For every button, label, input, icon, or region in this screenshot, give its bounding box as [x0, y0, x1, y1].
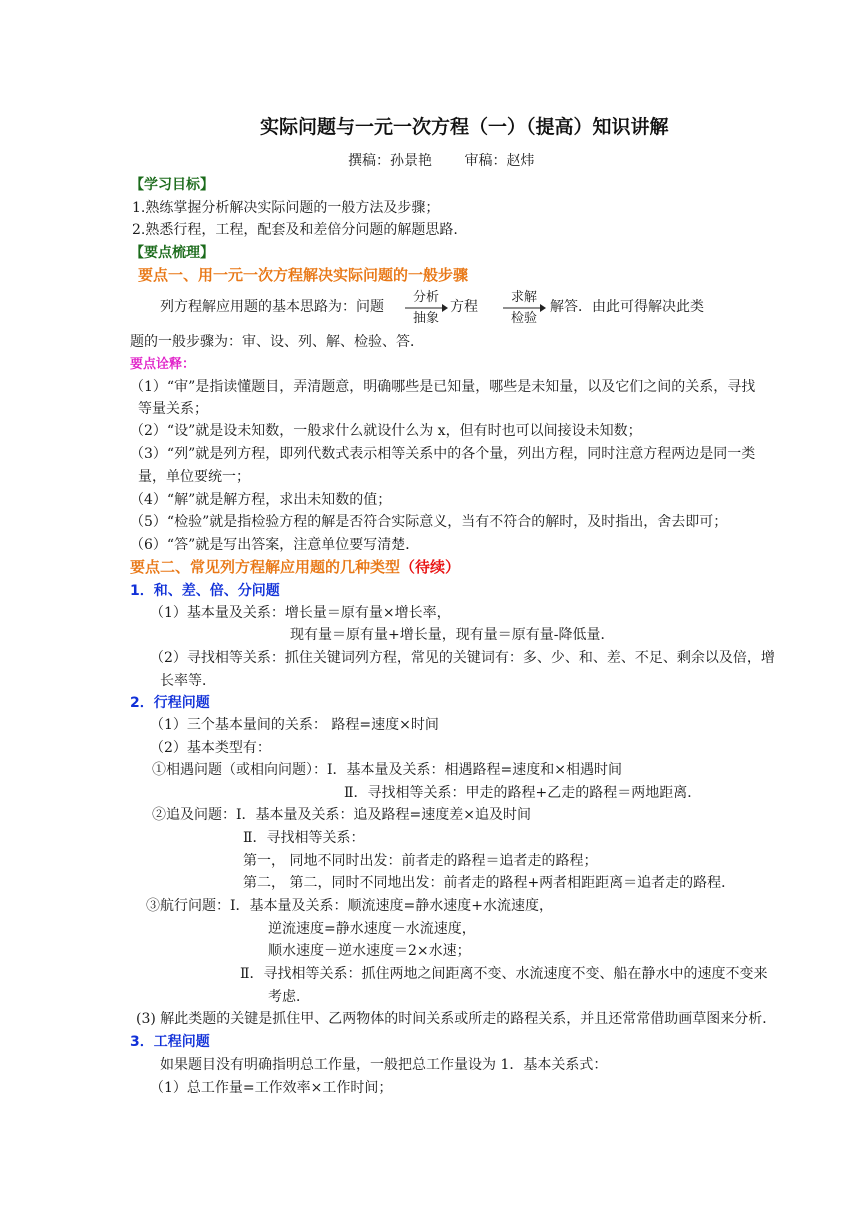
steps-line-mid: 方程 — [450, 299, 478, 315]
arrow-bottom-label: 检验 — [510, 311, 537, 326]
analyze-arrow — [404, 290, 448, 330]
body-line: 长率等． — [160, 673, 216, 689]
body-line: 第一， 同地不同时出发：前者走的路程＝追者走的路程； — [243, 853, 598, 869]
body-line: （1）总工作量=工作效率×工作时间； — [150, 1080, 393, 1096]
body-line: (3) 解此类题的关键是抓住甲、乙两物体的时间关系或所走的路程关系，并且还常常借助画草图来分析． — [136, 1011, 777, 1027]
subsection-title-2: 2．行程问题 — [130, 695, 210, 711]
solve-arrow — [502, 290, 546, 330]
goal-item: 1.熟练掌握分析解决实际问题的一般方法及步骤； — [132, 200, 440, 216]
to-be-continued-tag: （待续） — [400, 558, 461, 576]
body-line: 现有量＝原有量+增长量，现有量＝原有量-降低量． — [290, 627, 615, 643]
arrow-top-label: 分析 — [412, 290, 439, 305]
body-line: （2）基本类型有： — [150, 740, 271, 756]
body-line: 顺水速度－逆水速度＝2×水速； — [268, 943, 471, 959]
body-line: 逆流速度=静水速度－水流速度， — [268, 921, 476, 937]
body-line: Ⅱ．寻找相等关系：甲走的路程+乙走的路程＝两地距离． — [344, 785, 702, 801]
body-line: （2）寻找相等关系：抓住关键词列方程，常见的关键词有：多、少、和、差、不足、剩余以及倍，增 — [150, 650, 775, 666]
body-line: （1）基本量及关系：增长量＝原有量×增长率， — [150, 605, 451, 621]
steps-line-2: 题的一般步骤为：审、设、列、解、检验、答． — [130, 334, 424, 350]
note-line: （1）“审”是指读懂题目，弄清题意，明确哪些是已知量，哪些是未知量，以及它们之间的关系，寻找 — [130, 379, 756, 395]
arrow-bottom-label: 抽象 — [412, 311, 439, 326]
note-line: （5）“检验”就是指检验方程的解是否符合实际意义，当有不符合的解时，及时指出，舍去即可； — [130, 514, 728, 530]
subsection-title-3: 3．工程问题 — [130, 1034, 210, 1050]
section-heading-2-text: 要点二、常见列方程解应用题的几种类型 — [130, 558, 401, 576]
note-line: （6）“答”就是写出答案，注意单位要写清楚． — [130, 537, 420, 553]
body-line: ①相遇问题（或相向问题）：Ⅰ．基本量及关系：相遇路程=速度和×相遇时间 — [152, 762, 622, 778]
body-line: ③航行问题：Ⅰ．基本量及关系：顺流速度=静水速度+水流速度， — [146, 898, 553, 914]
section-heading-2 — [130, 556, 460, 578]
subsection-title-1: 1．和、差、倍、分问题 — [130, 583, 280, 599]
note-line: 量，单位要统一； — [138, 469, 250, 485]
body-line: （1）三个基本量间的关系： 路程=速度×时间 — [150, 717, 439, 733]
body-line: Ⅱ．寻找相等关系：抓住两地之间距离不变、水流速度不变、船在静水中的速度不变来 — [240, 966, 768, 982]
page-title: 实际问题与一元一次方程（一）（提高）知识讲解 — [260, 116, 669, 138]
steps-line-end: 解答．由此可得解决此类 — [550, 299, 704, 315]
note-line: 等量关系； — [138, 401, 208, 417]
summary-header: 【要点梳理】 — [130, 245, 214, 261]
steps-line-start: 列方程解应用题的基本思路为：问题 — [160, 299, 384, 315]
note-line: （4）“解”就是解方程，求出未知数的值； — [130, 492, 392, 508]
section-heading-1: 要点一、用一元一次方程解决实际问题的一般步骤 — [138, 266, 469, 284]
byline: 撰稿：孙景艳 审稿：赵炜 — [348, 153, 535, 169]
notes-header: 要点诠释： — [130, 357, 196, 372]
body-line: Ⅱ．寻找相等关系： — [243, 830, 365, 846]
arrow-top-label: 求解 — [510, 290, 537, 305]
body-line: 考虑． — [268, 989, 310, 1005]
note-line: （2）“设”就是设未知数，一般求什么就设什么为 x，但有时也可以间接设未知数； — [130, 423, 642, 439]
body-line: 如果题目没有明确指明总工作量，一般把总工作量设为 1．基本关系式： — [160, 1057, 608, 1073]
goals-header: 【学习目标】 — [130, 177, 214, 193]
note-line: （3）“列”就是列方程，即列代数式表示相等关系中的各个量，列出方程，同时注意方程两边是同一类 — [130, 446, 756, 462]
body-line: 第二， 第二，同时不同地出发：前者走的路程+两者相距距离＝追者走的路程． — [243, 875, 736, 891]
goal-item: 2.熟悉行程，工程，配套及和差倍分问题的解题思路. — [132, 222, 458, 238]
body-line: ②追及问题：Ⅰ．基本量及关系：追及路程=速度差×追及时间 — [152, 807, 531, 823]
